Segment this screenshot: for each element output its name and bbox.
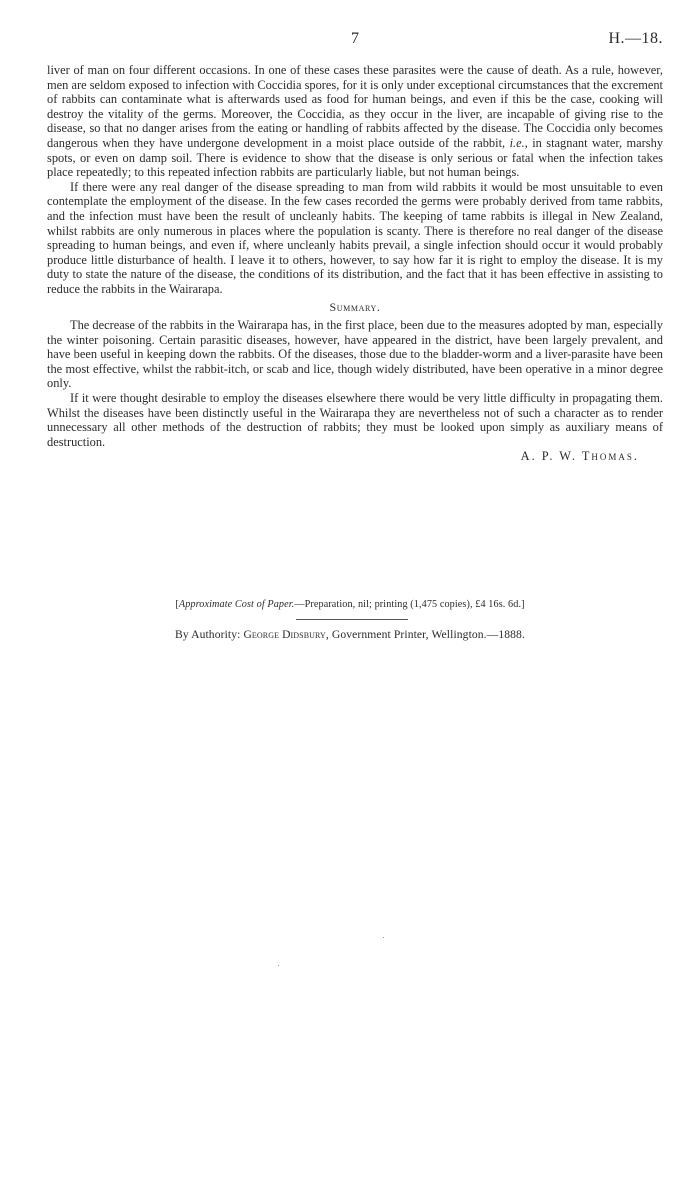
paragraph-danger-to-man: If there were any real danger of the disease spreading to man from wild rabbits it would be most unsuitable to even contemplate the employment of the disease. In the few cases recorded the germs were probably derived from tame rabbits, and the infection must have been the result of uncleanly habits. The keeping of tame rabbits is illegal in New Zealand, whilst rabbits are only numerous in places where the population is scanty. There is therefore no real danger of the disease spreading to human beings, and even if, where uncleanly habits prevail, a single infection should occur it would probably produce little disturbance of health. I leave it to others, however, to say how far it is right to employ the disease. It is my duty to state the nature of the disease, the conditions of its distribution, and the fact that it has been effective in assisting to reduce the rabbits in the Wairarapa. bbox=[47, 179, 663, 296]
printer-imprint bbox=[0, 628, 700, 641]
author-signature: A. P. W. Thomas. bbox=[520, 449, 639, 464]
cost-label: Approximate Cost of Paper. bbox=[178, 599, 295, 610]
paragraph-conclusion: If it were thought desirable to employ the diseases elsewhere there would be very little difficulty in propagating them. Whilst the diseases have been distinctly useful in the Wairarapa they are nevertheless not of such a character as to render unnecessary all other methods of the destruction of rabbits; they must be looked upon simply as auxiliary means of destruction. bbox=[47, 391, 663, 449]
imprint-prefix: By Authority: bbox=[175, 628, 241, 641]
body-text bbox=[47, 63, 663, 464]
scan-speck bbox=[383, 937, 384, 938]
scan-speck bbox=[278, 965, 279, 966]
summary-heading: Summary. bbox=[329, 299, 381, 314]
printer-name: George Didsbury bbox=[243, 628, 326, 641]
paragraph-summary: The decrease of the rabbits in the Wairarapa has, in the first place, been due to the measures adopted by man, especially the winter poisoning. Certain parasitic diseases, however, have appeared in the district, have been largely prevalent, and have been useful in keeping down the rabbits. Of the diseases, those due to the bladder-worm and a liver-parasite have been the most effective, whilst the rabbit-itch, or scab and lice, though widely distributed, have been operative in a minor degree only. bbox=[47, 318, 663, 391]
document-reference: H.—18. bbox=[608, 30, 663, 47]
paragraph-1-text: liver of man on four different occasions. In one of these cases these parasites were the cause of death. As a rule, however, men are seldom exposed to infection with Coccidia spores, for it is only under exceptional circumstances that the excrement of rabbits can contaminate what is afterwards used as food for human beings, and even if this be the case, cooking will destroy the vitality of the germs. Moreover, the Coccidia, as they occur in the liver, are incapable of giving rise to the disease, so that no danger arises from the eating or handling of rabbits affected by the disease. The Coccidia only becomes dangerous when they have undergone development in a moist place outside of the rabbit, bbox=[47, 63, 663, 150]
paragraph-1-rest: , in stagnant water, marshy spots, or even on damp soil. There is evidence to show that the disease is only serious or fatal when the infection takes place repeatedly; to this repeated infection rabbits are particularly liable, but not human beings. bbox=[47, 135, 664, 180]
page-number: 7 bbox=[351, 30, 359, 47]
cost-of-paper-note bbox=[0, 599, 700, 610]
footer-divider bbox=[296, 619, 408, 620]
imprint-suffix: , Government Printer, Wellington.—1888. bbox=[325, 628, 525, 641]
page-header bbox=[47, 30, 663, 54]
cost-text: —Preparation, nil; printing (1,475 copies), £4 16s. 6d.] bbox=[294, 599, 525, 610]
ie-abbreviation: i.e. bbox=[509, 135, 525, 150]
cost-bracket: [ bbox=[175, 599, 179, 610]
paragraph-liver-infection bbox=[47, 63, 663, 180]
